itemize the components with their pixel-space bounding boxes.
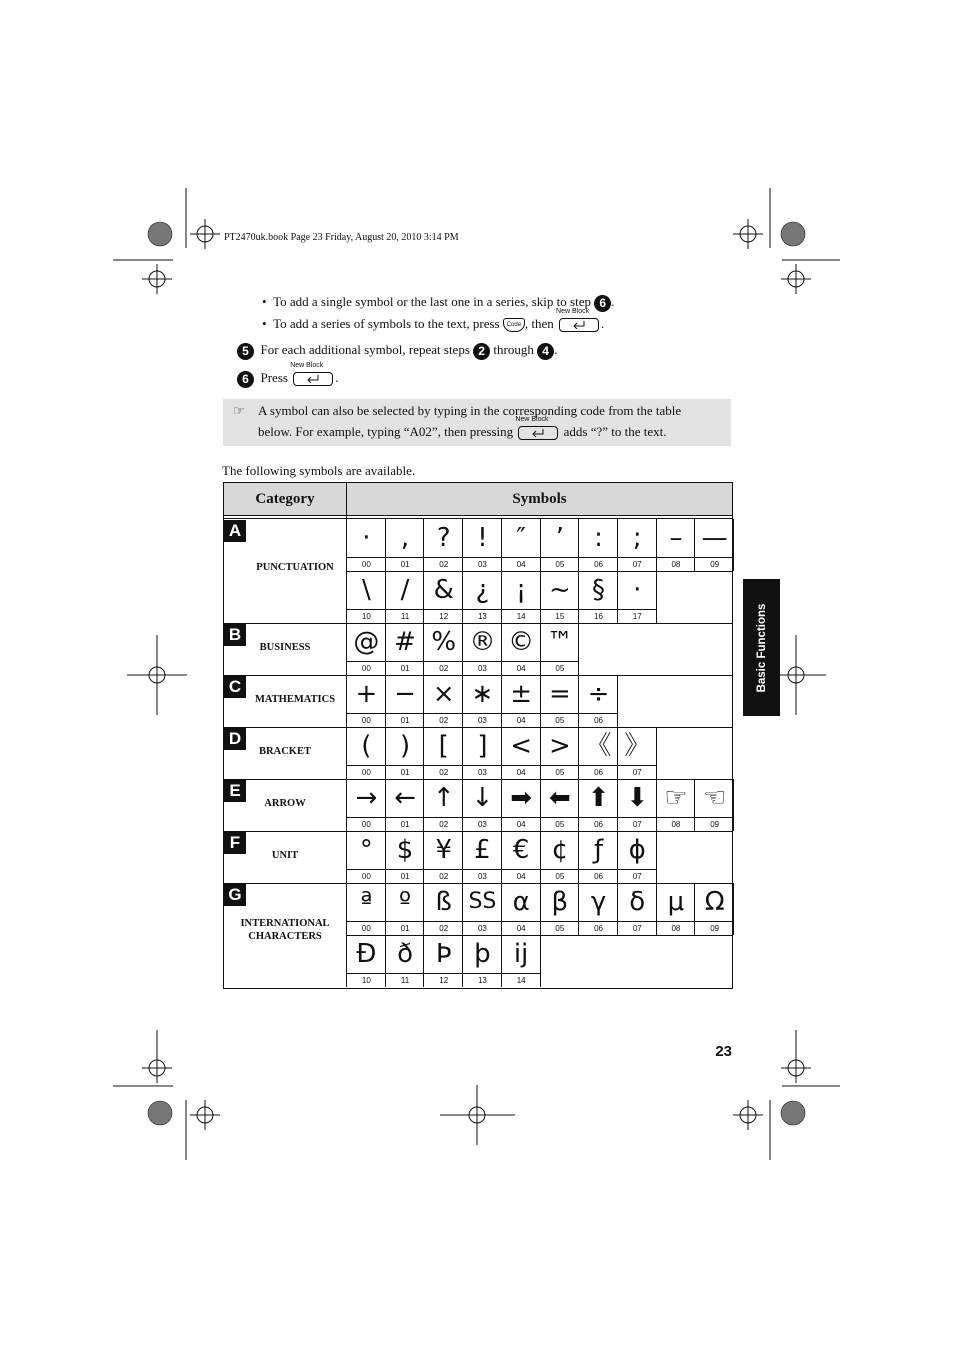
row-end-divider (656, 727, 657, 779)
symbol-code: 02 (424, 921, 463, 934)
symbol-code: 06 (579, 765, 618, 778)
symbol-cell (423, 727, 463, 779)
symbol-cell (385, 883, 425, 935)
symbol-glyph: < (510, 731, 533, 761)
category-name: INTERNATIONAL CHARACTERS (240, 918, 330, 942)
new-block-key-icon (515, 416, 558, 440)
row-end-divider (733, 519, 734, 571)
intro-text: The following symbols are available. (222, 463, 416, 478)
symbol-glyph: 》 (624, 731, 651, 761)
symbol-code: 00 (347, 817, 386, 830)
header-symbols: Symbols (347, 483, 732, 515)
symbol-glyph: ¡ (515, 575, 527, 605)
subrow-line (346, 571, 733, 572)
symbol-cell (462, 883, 502, 935)
symbol-cell (423, 623, 463, 675)
symbol-cell (423, 883, 463, 935)
category-letter: E (224, 780, 246, 802)
symbol-cell (385, 519, 425, 571)
symbol-glyph: ⬅ (548, 783, 571, 813)
category-name: UNIT (271, 850, 299, 861)
symbol-glyph: : (594, 523, 603, 553)
symbol-glyph: ( (361, 731, 372, 761)
symbol-code: 03 (463, 713, 502, 726)
category-name: MATHEMATICS (254, 694, 336, 705)
header-category: Category (224, 483, 346, 515)
symbol-code: 04 (502, 921, 541, 934)
symbol-code: 01 (386, 765, 425, 778)
category-letter: B (224, 624, 246, 646)
symbol-cell (462, 571, 502, 623)
symbol-cell (540, 519, 580, 571)
symbol-glyph: Þ (435, 939, 452, 969)
symbol-glyph: ¥ (435, 835, 452, 865)
symbol-cell (578, 831, 618, 883)
bullet-end: . (611, 294, 615, 309)
symbol-glyph: ª (360, 887, 373, 917)
symbol-glyph: ⬆ (587, 783, 610, 813)
symbol-code: 14 (502, 973, 541, 986)
pointing-hand-icon: ☞ (233, 403, 245, 418)
symbol-cell (617, 727, 657, 779)
symbol-code: 08 (657, 921, 696, 934)
symbol-cell (501, 727, 541, 779)
note-box (223, 399, 731, 446)
symbol-code: 05 (541, 921, 580, 934)
symbol-code: 02 (424, 869, 463, 882)
symbol-cell (540, 571, 580, 623)
symbol-code: 03 (463, 765, 502, 778)
symbol-code: 06 (579, 557, 618, 570)
symbol-code: 07 (618, 921, 657, 934)
symbol-glyph: − (394, 679, 416, 709)
step-6 (237, 362, 339, 388)
symbol-cell (346, 883, 386, 935)
symbol-code: 06 (579, 869, 618, 882)
symbol-cell (578, 675, 618, 727)
symbol-glyph: ™ (546, 627, 573, 657)
symbol-cell (540, 779, 580, 831)
symbol-code: 05 (541, 765, 580, 778)
note-line-1: A symbol can also be selected by typing in the corresponding code from the table (258, 403, 682, 418)
symbol-cell (462, 519, 502, 571)
bullet-series: • To add a series of symbols to the text, press Code , then New Block . (262, 308, 605, 331)
subrow-line (346, 935, 733, 936)
header-divider (346, 483, 347, 519)
symbol-cell (385, 935, 425, 987)
symbol-code: 05 (541, 661, 580, 674)
symbol-code: 09 (695, 817, 734, 830)
step-text: Press (260, 370, 288, 385)
symbol-glyph: º (398, 887, 412, 917)
bullet-text: To add a series of symbols to the text, press (273, 316, 500, 331)
category-letter: G (224, 884, 246, 906)
row-end-divider (733, 883, 734, 935)
symbol-code: 11 (386, 973, 425, 986)
symbol-glyph: Đ (356, 939, 377, 969)
side-tab-label: Basic Functions (755, 603, 768, 692)
symbol-glyph: · (362, 523, 371, 553)
symbol-glyph: § (592, 575, 606, 605)
symbol-code: 01 (386, 713, 425, 726)
symbol-glyph: ☜ (702, 783, 727, 813)
symbol-code: 00 (347, 557, 386, 570)
symbol-code: 00 (347, 713, 386, 726)
symbol-code: 00 (347, 661, 386, 674)
note-line-2 (258, 416, 667, 440)
bullet-text-mid: , then (524, 316, 554, 331)
symbol-cell (694, 883, 734, 935)
step-end: . (554, 342, 558, 357)
symbol-cell (423, 675, 463, 727)
symbol-glyph: ; (632, 523, 642, 553)
symbol-code: 13 (463, 609, 502, 622)
symbol-glyph: ∗ (471, 679, 494, 709)
symbol-code: 03 (463, 869, 502, 882)
symbol-cell (540, 883, 580, 935)
symbol-code: 17 (618, 609, 657, 622)
step-ref-2: 2 (473, 343, 490, 360)
symbol-code: 11 (386, 609, 425, 622)
note-text: below. For example, typing “A02”, then pressing (258, 424, 514, 439)
symbol-cell (423, 519, 463, 571)
symbol-cell (540, 675, 580, 727)
symbol-glyph: 《 (585, 731, 612, 761)
symbol-cell (578, 519, 618, 571)
symbol-code: 04 (502, 869, 541, 882)
symbol-cell (346, 571, 386, 623)
symbol-code: 00 (347, 869, 386, 882)
symbol-code: 12 (424, 609, 463, 622)
category-letter: F (224, 832, 246, 854)
symbol-cell (578, 883, 618, 935)
symbol-glyph: ☞ (664, 783, 688, 813)
symbol-glyph: ϕ (628, 835, 646, 865)
step-number: 5 (237, 343, 254, 360)
symbol-glyph: ð (397, 939, 413, 969)
symbol-glyph: ~ (548, 575, 571, 605)
symbol-glyph: @ (353, 627, 380, 657)
symbol-glyph: ↑ (432, 783, 455, 813)
symbol-cell (385, 779, 425, 831)
symbol-cell (617, 571, 657, 623)
symbol-code: 03 (463, 921, 502, 934)
category-name: PUNCTUATION (256, 562, 334, 573)
symbol-code: 04 (502, 713, 541, 726)
symbol-cell (540, 623, 580, 675)
symbol-glyph: ® (469, 627, 496, 657)
symbol-code: 05 (541, 713, 580, 726)
symbol-cell (617, 883, 657, 935)
symbol-code: 12 (424, 973, 463, 986)
symbol-code: 02 (424, 713, 463, 726)
step-ref-6: 6 (594, 295, 611, 312)
bullet-end: . (601, 316, 605, 331)
symbol-cell (346, 727, 386, 779)
category-name: BRACKET (259, 746, 311, 757)
key-label: New Block (290, 362, 324, 370)
symbol-code: 01 (386, 817, 425, 830)
symbol-glyph: ↓ (471, 783, 494, 813)
symbol-glyph: μ (667, 887, 685, 917)
symbol-cell (501, 935, 541, 987)
symbol-code: 07 (618, 765, 657, 778)
symbol-cell (656, 883, 696, 935)
symbol-glyph: ÷ (587, 679, 610, 709)
symbol-glyph: ″ (516, 523, 526, 553)
file-info-header: PT2470uk.book Page 23 Friday, August 20, 2010 3:14 PM (224, 232, 459, 243)
symbol-cell (462, 727, 502, 779)
symbol-code: 02 (424, 817, 463, 830)
row-end-divider (578, 623, 579, 675)
symbol-cell (423, 935, 463, 987)
symbol-code: 08 (657, 817, 696, 830)
symbol-glyph: ¢ (551, 835, 569, 865)
symbol-glyph: # (394, 627, 416, 657)
symbol-code: 04 (502, 661, 541, 674)
symbol-cell (501, 831, 541, 883)
symbol-cell (385, 623, 425, 675)
category-letter: D (224, 728, 246, 750)
symbol-code: 10 (347, 609, 386, 622)
symbol-code: 01 (386, 921, 425, 934)
symbol-code: 07 (618, 869, 657, 882)
symbol-cell (656, 779, 696, 831)
symbol-cell (385, 727, 425, 779)
symbol-cell (656, 519, 696, 571)
symbol-glyph: > (548, 731, 571, 761)
symbol-code: 08 (657, 557, 696, 570)
symbol-glyph: · (633, 575, 642, 605)
row-end-divider (540, 935, 541, 987)
symbol-cell (346, 519, 386, 571)
symbol-cell (346, 779, 386, 831)
symbol-glyph: ± (510, 679, 533, 709)
symbol-code: 00 (347, 921, 386, 934)
symbol-cell (501, 519, 541, 571)
symbol-glyph: ƒ (593, 835, 604, 865)
symbol-glyph: ’ (555, 523, 564, 553)
symbol-cell (578, 571, 618, 623)
symbol-code: 01 (386, 661, 425, 674)
symbol-code: 03 (463, 557, 502, 570)
symbol-code: 16 (579, 609, 618, 622)
symbol-glyph: \ (361, 575, 371, 605)
symbol-cell (501, 675, 541, 727)
bullet-text: To add a single symbol or the last one in a series, skip to step (273, 294, 591, 309)
symbol-glyph: — (701, 523, 728, 553)
symbol-glyph: ? (436, 523, 451, 553)
symbol-glyph: ĳ (513, 939, 529, 969)
symbol-code: 09 (695, 557, 734, 570)
category-name: ARROW (264, 798, 306, 809)
symbol-cell (423, 831, 463, 883)
symbol-glyph: – (669, 523, 683, 553)
symbol-cell (694, 519, 734, 571)
symbol-glyph: → (355, 783, 378, 813)
symbol-code: 03 (463, 817, 502, 830)
symbol-glyph: ] (477, 731, 488, 761)
symbol-cell (617, 779, 657, 831)
symbol-glyph: ! (477, 523, 488, 553)
key-label: New Block (556, 308, 590, 316)
symbol-code: 15 (541, 609, 580, 622)
note-text-end: adds “?” to the text. (563, 424, 667, 439)
step-number: 6 (237, 371, 254, 388)
symbol-glyph: £ (474, 835, 491, 865)
symbol-code: 04 (502, 557, 541, 570)
symbol-cell (423, 779, 463, 831)
key-label: New Block (515, 416, 549, 424)
symbol-code: 02 (424, 661, 463, 674)
symbol-code: 03 (463, 661, 502, 674)
symbol-cell (540, 727, 580, 779)
symbol-code: 05 (541, 869, 580, 882)
symbol-cell (501, 623, 541, 675)
new-block-key-icon (556, 308, 599, 332)
symbol-glyph: $ (396, 835, 414, 865)
symbol-glyph: = (548, 679, 571, 709)
symbol-glyph: Ω (704, 887, 725, 917)
symbol-cell (578, 727, 618, 779)
symbol-glyph: β (551, 887, 569, 917)
symbol-cell (617, 831, 657, 883)
symbol-code: 04 (502, 817, 541, 830)
symbol-cell (501, 779, 541, 831)
symbol-code: 06 (579, 921, 618, 934)
category-letter: A (224, 520, 246, 542)
row-end-divider (733, 779, 734, 831)
symbol-code: 02 (424, 765, 463, 778)
symbol-glyph: ⬇ (626, 783, 649, 813)
symbol-code: 07 (618, 557, 657, 570)
symbol-cell (578, 779, 618, 831)
symbol-cell (346, 935, 386, 987)
symbol-code: 09 (695, 921, 734, 934)
step-ref-4: 4 (537, 343, 554, 360)
symbol-code: 01 (386, 869, 425, 882)
symbol-glyph: × (432, 679, 455, 709)
symbol-glyph: þ (474, 939, 491, 969)
symbol-code: 14 (502, 609, 541, 622)
symbol-code: 02 (424, 557, 463, 570)
step-text-through: through (493, 342, 534, 357)
symbol-glyph: © (508, 627, 535, 657)
symbol-code: 05 (541, 557, 580, 570)
symbol-code: 01 (386, 557, 425, 570)
symbol-code: 05 (541, 817, 580, 830)
step-end: . (335, 370, 339, 385)
symbol-cell (540, 831, 580, 883)
symbol-code: 04 (502, 765, 541, 778)
symbol-cell (385, 831, 425, 883)
symbol-glyph: ) (399, 731, 411, 761)
symbol-glyph: [ (438, 731, 449, 761)
category-letter: C (224, 676, 246, 698)
symbol-cell (385, 675, 425, 727)
symbol-glyph: + (355, 679, 378, 709)
symbol-code: 10 (347, 973, 386, 986)
symbol-code: 06 (579, 817, 618, 830)
symbol-cell (462, 675, 502, 727)
symbol-code: 00 (347, 765, 386, 778)
new-block-key-icon (290, 362, 333, 386)
symbol-cell (462, 623, 502, 675)
symbol-glyph: / (400, 575, 410, 605)
symbol-cell (346, 623, 386, 675)
symbol-cell (385, 571, 425, 623)
symbol-glyph: ➡ (510, 783, 533, 813)
symbol-code: 06 (579, 713, 618, 726)
header-rule (224, 515, 732, 516)
row-end-divider (617, 675, 618, 727)
symbol-cell (423, 571, 463, 623)
category-name: BUSINESS (259, 642, 311, 653)
step-text: For each additional symbol, repeat steps (260, 342, 470, 357)
bullet-skip-step: • To add a single symbol or the last one in a series, skip to step 6 . (262, 294, 615, 310)
symbol-cell (501, 571, 541, 623)
code-key-icon: Code (503, 318, 525, 332)
symbol-glyph: € (512, 835, 530, 865)
symbol-cell (617, 519, 657, 571)
symbol-glyph: ← (394, 783, 416, 813)
row-end-divider (656, 571, 657, 623)
symbol-glyph: , (400, 523, 410, 553)
symbol-cell (694, 779, 734, 831)
symbol-cell (462, 779, 502, 831)
page-number: 23 (715, 1043, 732, 1060)
symbol-code: 07 (618, 817, 657, 830)
symbol-cell (501, 883, 541, 935)
symbol-cell (462, 831, 502, 883)
symbol-glyph: ß (435, 887, 452, 917)
symbol-glyph: γ (590, 887, 607, 917)
symbol-cell (346, 675, 386, 727)
symbol-glyph: % (431, 627, 457, 657)
symbol-table (223, 482, 733, 989)
symbol-glyph: ° (359, 835, 373, 865)
symbol-glyph: α (512, 887, 530, 917)
step-5 (237, 342, 557, 360)
symbol-glyph: & (433, 575, 454, 605)
symbol-code: 13 (463, 973, 502, 986)
row-end-divider (656, 831, 657, 883)
symbol-cell (462, 935, 502, 987)
side-tab (743, 579, 780, 716)
symbol-cell (346, 831, 386, 883)
symbol-glyph: ¿ (475, 575, 490, 605)
symbol-glyph: δ (629, 887, 646, 917)
symbol-glyph: SS (468, 889, 497, 914)
